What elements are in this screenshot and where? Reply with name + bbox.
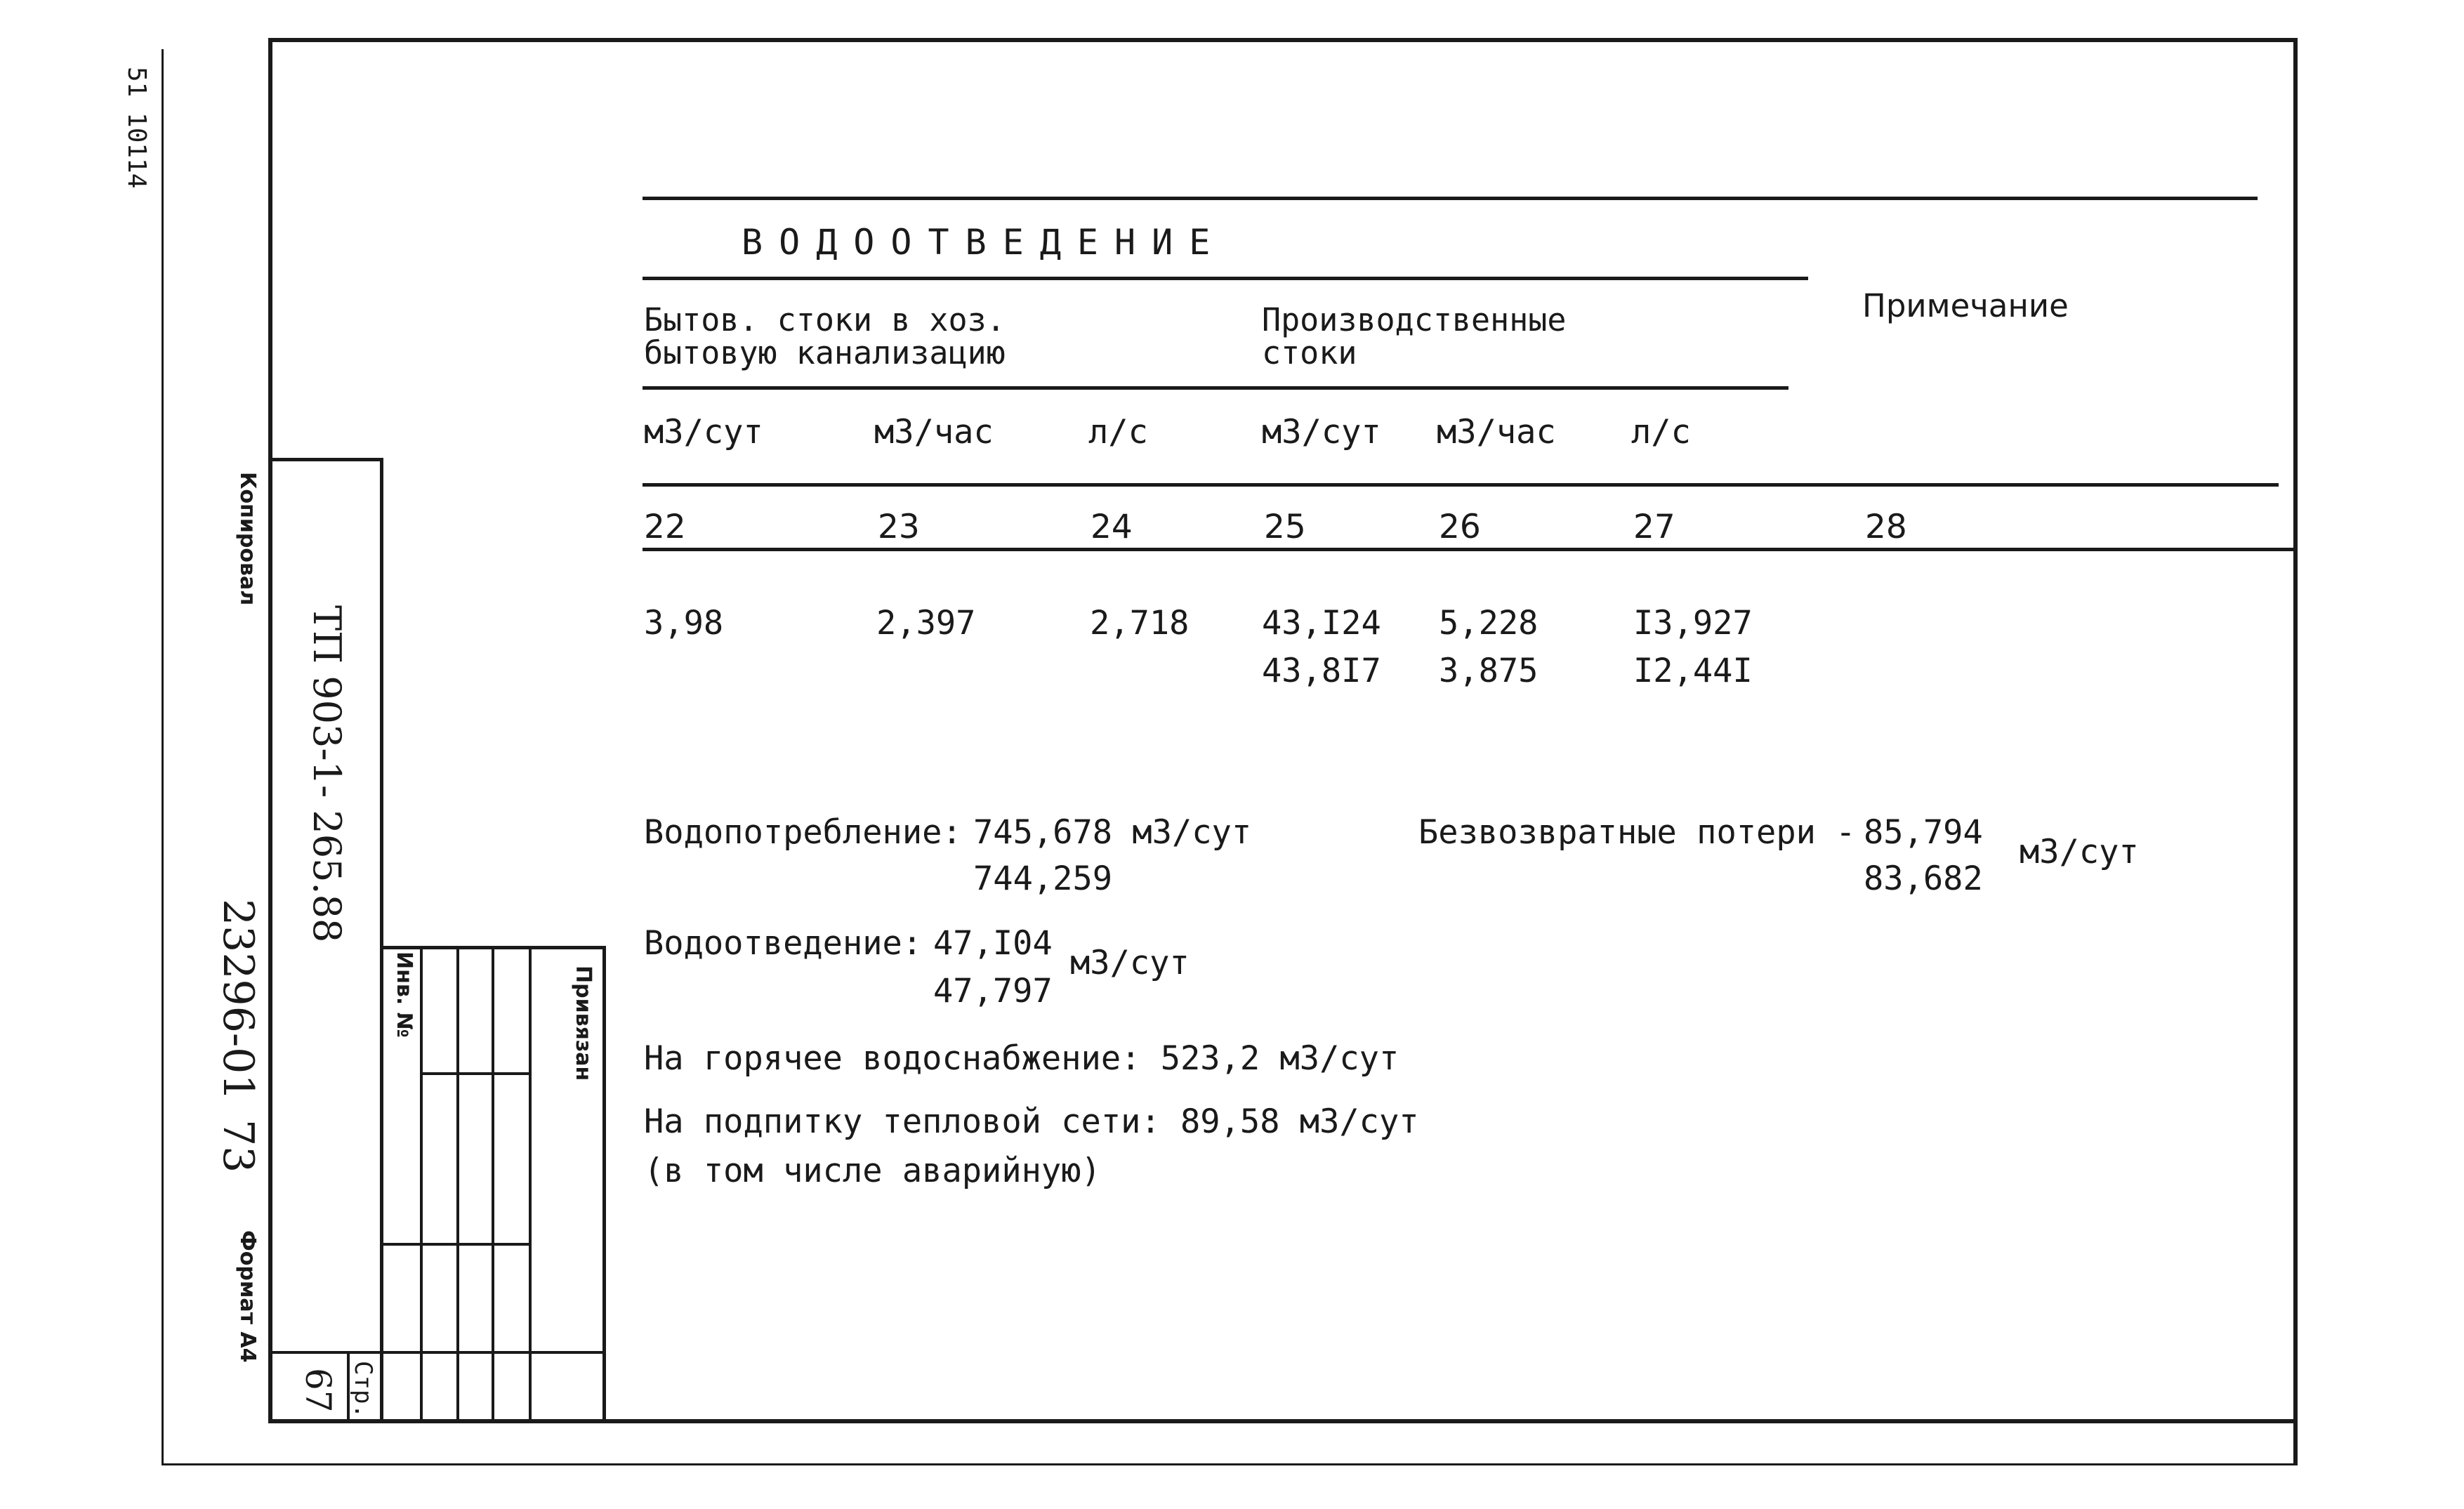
stamp-right-line bbox=[380, 458, 383, 1421]
sheet-code: 23296-01 bbox=[213, 899, 263, 1101]
drainage-unit: м3/сут bbox=[1070, 944, 1190, 982]
table-title: ВОДООТВЕДЕНИЕ bbox=[742, 222, 1227, 263]
value-r1-c23: 2,397 bbox=[876, 604, 976, 643]
page-label: Стр. bbox=[349, 1361, 377, 1418]
consumption-value-1: 745,678 м3/сут bbox=[973, 813, 1252, 852]
value-r1-c26: 5,228 bbox=[1439, 604, 1539, 643]
unit-col-27: л/с bbox=[1631, 413, 1691, 452]
page-number: 67 bbox=[298, 1368, 338, 1413]
hot-water-line: На горячее водоснабжение: 523,2 м3/сут bbox=[644, 1039, 1399, 1078]
col-number-22: 22 bbox=[644, 508, 686, 546]
frame-right-border bbox=[2293, 38, 2298, 1465]
outer-trim-left bbox=[162, 49, 164, 1465]
title-underline bbox=[643, 277, 1808, 280]
project-code: ТП 903-1- 265.88 bbox=[305, 605, 349, 943]
domestic-header: Бытов. стоки в хоз. бытовую канализацию bbox=[644, 301, 1006, 372]
table-top-line bbox=[643, 197, 2258, 200]
outer-trim-bottom bbox=[162, 1463, 2298, 1465]
group-underline bbox=[643, 386, 1788, 390]
unit-col-22: м3/сут bbox=[644, 413, 763, 452]
value-r2-c26: 3,875 bbox=[1439, 652, 1539, 690]
unit-col-23: м3/час bbox=[874, 413, 994, 452]
consumption-value-2: 744,259 bbox=[973, 859, 1113, 898]
col-number-28: 28 bbox=[1865, 508, 1907, 546]
units-underline bbox=[643, 483, 2279, 487]
frame-top-border bbox=[268, 38, 2298, 42]
numbers-underline bbox=[643, 548, 2296, 551]
copied-label: Копировал bbox=[235, 472, 260, 606]
col-number-27: 27 bbox=[1633, 508, 1675, 546]
losses-value-2: 83,682 bbox=[1864, 859, 1983, 898]
frame-left-border bbox=[268, 38, 272, 1423]
value-r2-c27: I2,44I bbox=[1633, 652, 1753, 690]
losses-value-1: 85,794 bbox=[1864, 813, 1983, 852]
drainage-label: Водоотведение: bbox=[644, 924, 923, 963]
archive-number: 51 10114 bbox=[122, 67, 151, 189]
losses-label: Безвозвратные потери - bbox=[1418, 813, 1856, 852]
value-r1-c25: 43,I24 bbox=[1262, 604, 1381, 643]
col-number-25: 25 bbox=[1264, 508, 1306, 546]
grid-col-3 bbox=[492, 946, 494, 1421]
col-number-26: 26 bbox=[1439, 508, 1481, 546]
format-label: Формат А4 bbox=[235, 1230, 260, 1363]
grid-row-1 bbox=[420, 1072, 532, 1075]
grid-row-2 bbox=[380, 1243, 532, 1246]
value-r1-c24: 2,718 bbox=[1090, 604, 1190, 643]
unit-col-24: л/с bbox=[1088, 413, 1148, 452]
industrial-header: Производственные стоки bbox=[1262, 301, 1567, 372]
losses-unit: м3/сут bbox=[2020, 833, 2139, 871]
sheet-index: 73 bbox=[213, 1119, 263, 1173]
stamp-top-line bbox=[268, 458, 383, 461]
value-r1-c22: 3,98 bbox=[644, 604, 724, 643]
unit-col-26: м3/час bbox=[1437, 413, 1556, 452]
col-number-23: 23 bbox=[878, 508, 920, 546]
heat-network-line: На подпитку тепловой сети: 89,58 м3/сут bbox=[644, 1102, 1419, 1141]
grid-col-2 bbox=[456, 946, 459, 1421]
drainage-value-1: 47,I04 bbox=[933, 924, 1053, 963]
bound-label: Привязан bbox=[571, 966, 595, 1081]
note-header: Примечание bbox=[1862, 287, 2069, 324]
col-number-24: 24 bbox=[1091, 508, 1133, 546]
heat-network-note: (в том числе аварийную) bbox=[644, 1152, 1101, 1190]
unit-col-25: м3/сут bbox=[1262, 413, 1381, 452]
frame-bottom-border bbox=[268, 1419, 2298, 1423]
value-r2-c25: 43,8I7 bbox=[1262, 652, 1381, 690]
value-r1-c27: I3,927 bbox=[1633, 604, 1753, 643]
grid-col-5 bbox=[602, 946, 606, 1421]
stamp-page-row-line bbox=[268, 1351, 605, 1354]
grid-col-1 bbox=[420, 946, 423, 1421]
inventory-label: Инв. № bbox=[392, 951, 416, 1038]
drainage-value-2: 47,797 bbox=[933, 972, 1053, 1010]
consumption-label: Водопотребление: bbox=[644, 813, 962, 852]
grid-col-4 bbox=[529, 946, 532, 1421]
